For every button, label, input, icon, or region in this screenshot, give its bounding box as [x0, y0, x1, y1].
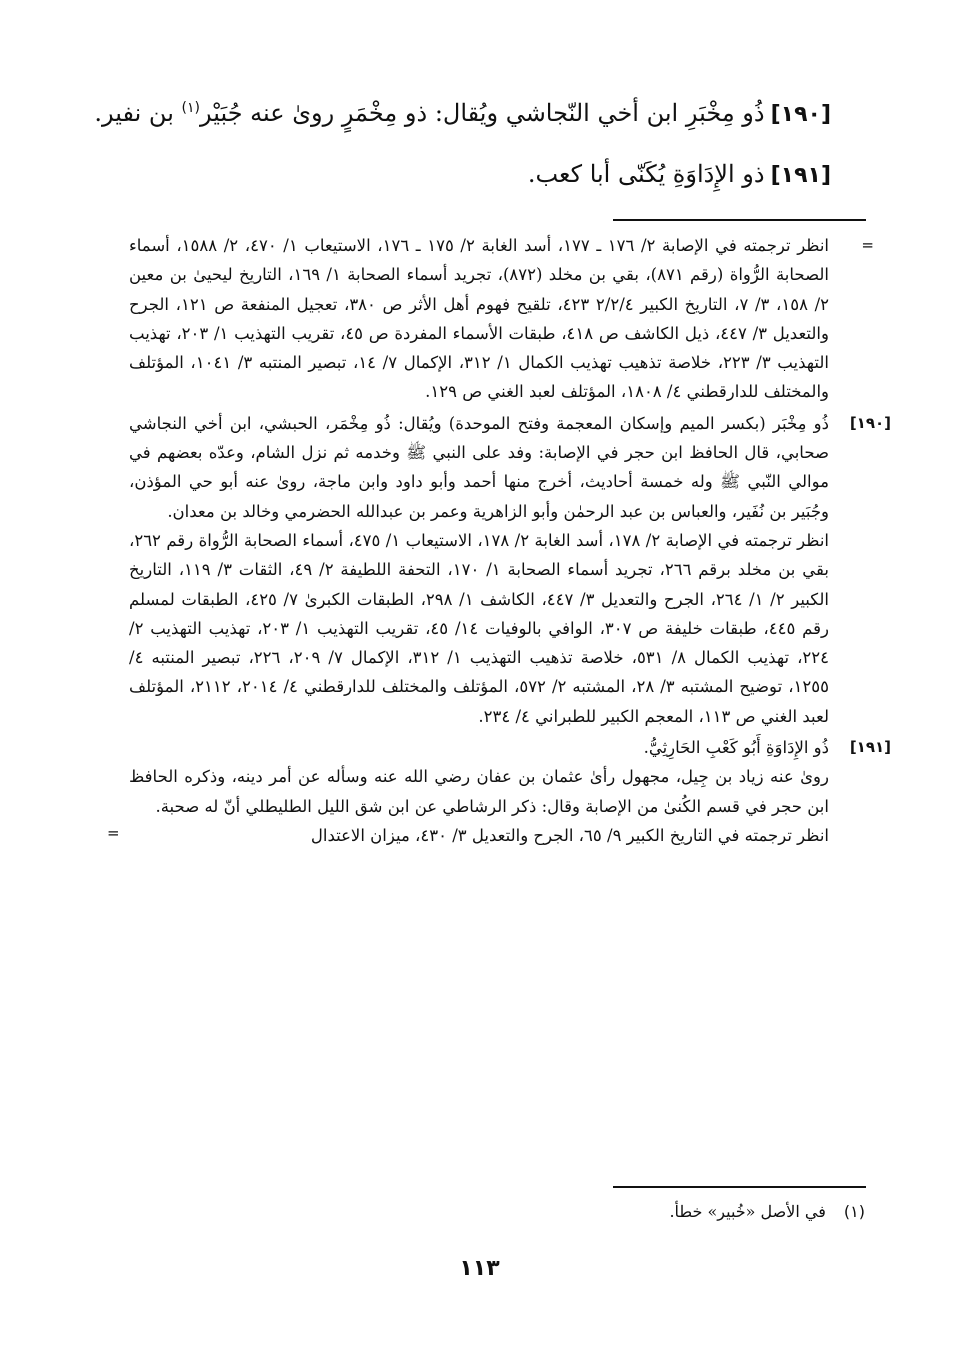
- note-heading: ذُو الإِدَاوَةِ أَبُو كَعْبِ الحَارِثِيُّ.: [643, 738, 829, 758]
- notes-separator-rule: [613, 219, 866, 221]
- footnote-text: في الأصل «خُبير» خطأ.: [669, 1202, 826, 1221]
- note-references-text: انظر ترجمته في التاريخ الكبير ٩/ ٦٥، الجرح والتعديل ٣/ ٤٣٠، ميزان الاعتدال: [310, 825, 829, 845]
- footnote-number: (١): [843, 1202, 865, 1221]
- commentary-notes: [107, 231, 891, 852]
- note-references: [107, 821, 829, 850]
- note-190: [129, 409, 891, 731]
- entry-number: [١٩٠]: [770, 102, 831, 127]
- continuation-marker: =: [861, 236, 874, 254]
- note-paragraph: ذُو مِخْبَر (بكسر الميم وإسكان المعجمة وفتح الموحدة) ويُقال: ذُو مِخْمَر، الحبشي، ابن أخي النجاشي صحابي، قال الحافظ ابن حجر في الإصابة: وفد على النبي ﷺ وخدمه ثم نزل الشام، وعدّه بعضهم في موالي النّبي ﷺ وله خمسة أحاديث، أخرج منها أحمد وأبو داود وابن ماجة، روىٰ عنه أبو حي المؤذن، وجُبَير بن نُفَير، والعباس بن عبد الرحمٰن وأبو الزاهرية وعمر بن عبدالله الحضرمي وخالد بن معدان.: [129, 413, 829, 521]
- note-continuation-text: انظر ترجمته في الإصابة ٢/ ١٧٦ ـ ١٧٧، أسد الغابة ٢/ ١٧٥ ـ ١٧٦، الاستيعاب ١/ ٤٧٠، ٢/ ١٥٨٨، أسماء الصحابة الرُّواة (رقم ٨٧١)، بقي بن مخلد (٨٧٢)، تجريد أسماء الصحابة ١/ ١٦٩، التاريخ ليحيىٰ بن معين ٢/ ١٥٨، ٣/ ٧، التاريخ الكبير ٢/٢/٤ ٤٢٣، تلقيح فهوم أهل الأثر ص ٣٨٠، تعجيل المنفعة ص ١٢١، الجرح والتعديل ٣/ ٤٤٧، ذيل الكاشف ص ٤١٨، طبقات الأسماء المفردة ص ٤٥، تقريب التهذيب ١/ ٢٠٣، تهذيب التهذيب ٣/ ٢٢٣، خلاصة تذهيب تهذيب الكمال ١/ ٣١٢، الإكمال ٧/ ١٤، تبصير المنتبه ٣/ ١٠٤١، المؤتلف والمختلف للدارقطني ٤/ ١٨٠٨، المؤتلف لعبد الغني ص ١٢٩.: [129, 236, 830, 402]
- entry-text-tail: بن نفير.: [94, 99, 182, 127]
- note-continuation: [129, 231, 874, 407]
- entry-text: ذُو مِخْبَرِ ابن أخي النّجاشي ويُقال: ذو مِخْمَرٍ روىٰ عنه جُبَيْر: [199, 99, 765, 127]
- main-entry-190: [94, 88, 831, 135]
- note-references: انظر ترجمته في الإصابة ٢/ ١٧٨، أسد الغابة ٢/ ١٧٨، الاستيعاب ١/ ٤٧٥، أسماء الصحابة الرُّواة رقم ٢٦٢، بقي بن مخلد برقم ٢٦٦، تجريد أسماء الصحابة ١/ ١٧٠، التحفة اللطيفة ٢/ ٤٩، الثقات ٣/ ١١٩، التاريخ الكبير ٢/ ١/ ٢٦٤، الجرح والتعديل ٣/ ٤٤٧، الكاشف ١/ ٢٩٨، الطبقات الكبرىٰ ٧/ ٤٢٥، الطبقات لمسلم رقم ٤٤٥، طبقات خليفة ص ٣٠٧، الوافي بالوفيات ١٤/ ٤٥، تقريب التهذيب ١/ ٢٠٣، تهذيب التهذيب ٢/ ٢٢٤، تهذيب الكمال ٨/ ٥٣١، خلاصة تذهيب التهذيب ١/ ٣١٢، الإكمال ٧/ ٢٠٩، ٢٢٦، تبصير المنتبه ٤/ ١٢٥٥، توضيح المشتبه ٣/ ٢٨، المشتبه ٢/ ٥٧٢، المؤتلف والمختلف للدارقطني ٤/ ٢٠١٤، ٢١١٢، المؤتلف لعبد الغني ص ١١٣، المعجم الكبير للطبراني ٤/ ٢٣٤.: [129, 530, 830, 726]
- page-number: ١١٣: [459, 1256, 500, 1281]
- note-paragraph: روىٰ عنه زياد بن جِيل، مجهول رأىٰ عثمان بن عفان رضي الله عنه وسأله عن أمر دينه، وذكره الحافظ ابن حجر في قسم الكُنىٰ من الإصابة وقال: ذكر الرشاطي عن ابن شق الليل الطليطلي أنّ له صحبة.: [129, 767, 829, 816]
- entry-number: [١٩١]: [770, 163, 831, 188]
- footnote: [669, 1202, 865, 1221]
- note-marker: [١٩١]: [849, 738, 891, 757]
- note-191: [107, 733, 891, 850]
- note-marker: [١٩٠]: [849, 413, 891, 432]
- footnote-separator-rule: [613, 1186, 866, 1188]
- main-entry-191: [111, 154, 831, 196]
- continues-marker: =: [107, 823, 120, 842]
- entry-text: ذو الإِدَاوَةِ يُكَنّى أبا كعب.: [527, 160, 765, 188]
- footnote-reference[interactable]: (١): [181, 100, 200, 116]
